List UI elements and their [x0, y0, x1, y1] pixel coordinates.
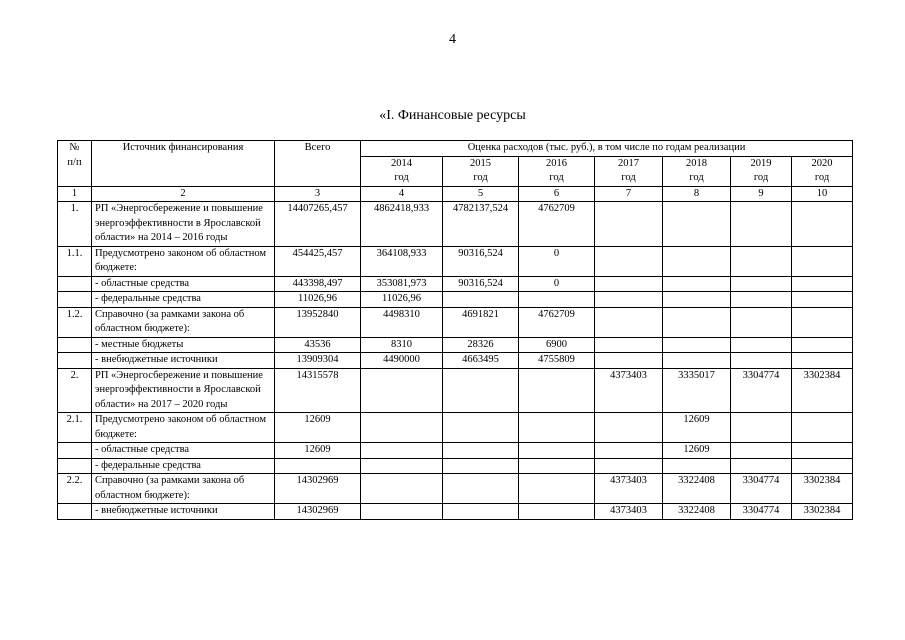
row-year-value [443, 292, 519, 308]
row-number: 1.2. [58, 307, 92, 337]
header-year-2014 [361, 156, 443, 186]
table-row [58, 276, 853, 292]
row-number [58, 292, 92, 308]
row-year-value [443, 368, 519, 413]
row-year-value [792, 246, 853, 276]
row-year-value: 4663495 [443, 353, 519, 369]
row-total: 13952840 [275, 307, 361, 337]
row-source: - федеральные средства [92, 292, 275, 308]
header-year-2016 [519, 156, 595, 186]
row-year-value [792, 307, 853, 337]
row-total: 443398,497 [275, 276, 361, 292]
row-year-value: 0 [519, 246, 595, 276]
row-number: 2.1. [58, 413, 92, 443]
row-total: 14315578 [275, 368, 361, 413]
row-year-value: 3304774 [731, 474, 792, 504]
row-number [58, 337, 92, 353]
column-index-cell: 5 [443, 186, 519, 202]
row-year-value: 4490000 [361, 353, 443, 369]
table-row [58, 368, 853, 413]
table-row [58, 458, 853, 474]
row-year-value [792, 413, 853, 443]
row-year-value [792, 458, 853, 474]
row-year-value: 3322408 [663, 474, 731, 504]
row-total: 13909304 [275, 353, 361, 369]
row-year-value [361, 443, 443, 459]
column-index-cell: 6 [519, 186, 595, 202]
row-year-value [595, 337, 663, 353]
row-year-value [361, 458, 443, 474]
header-year-value: 2017 [618, 157, 639, 169]
header-year-2017 [595, 156, 663, 186]
header-year-value: 2014 [391, 157, 412, 169]
row-total: 14302969 [275, 504, 361, 520]
row-year-value: 4762709 [519, 202, 595, 247]
column-index-row [58, 186, 853, 202]
row-year-value: 4782137,524 [443, 202, 519, 247]
row-year-value: 28326 [443, 337, 519, 353]
table-row [58, 307, 853, 337]
row-year-value [731, 443, 792, 459]
row-year-value: 3302384 [792, 504, 853, 520]
row-year-value [731, 292, 792, 308]
row-year-value [595, 202, 663, 247]
row-year-value [361, 474, 443, 504]
row-year-value [361, 368, 443, 413]
row-year-value [595, 292, 663, 308]
row-year-value: 90316,524 [443, 276, 519, 292]
row-year-value: 3304774 [731, 504, 792, 520]
row-year-value: 6900 [519, 337, 595, 353]
row-year-value [731, 246, 792, 276]
row-year-value [731, 337, 792, 353]
table-row [58, 337, 853, 353]
header-year-2015 [443, 156, 519, 186]
section-title: «I. Финансовые ресурсы [379, 108, 526, 123]
row-year-value [519, 368, 595, 413]
row-total: 11026,96 [275, 292, 361, 308]
header-year-unit: год [753, 172, 769, 183]
table-row [58, 474, 853, 504]
row-year-value: 3302384 [792, 368, 853, 413]
row-year-value [792, 337, 853, 353]
row-year-value [731, 307, 792, 337]
row-year-value: 90316,524 [443, 246, 519, 276]
row-year-value [519, 413, 595, 443]
row-source: Предусмотрено законом об областном бюджете: [92, 246, 275, 276]
row-year-value [663, 337, 731, 353]
row-source: - местные бюджеты [92, 337, 275, 353]
row-year-value [443, 504, 519, 520]
row-year-value [792, 276, 853, 292]
row-source: РП «Энергосбережение и повышение энергоэффективности в Ярославской области» на 2014 – 2016 годы [92, 202, 275, 247]
row-source: РП «Энергосбережение и повышение энергоэффективности в Ярославской области» на 2017 – 2020 годы [92, 368, 275, 413]
row-number [58, 443, 92, 459]
header-row-top [58, 141, 853, 157]
header-year-value: 2019 [750, 157, 772, 169]
table-row [58, 504, 853, 520]
header-year-value: 2016 [546, 157, 567, 169]
row-year-value: 3304774 [731, 368, 792, 413]
header-year-unit: год [621, 172, 636, 183]
header-year-value: 2020 [811, 157, 833, 169]
row-year-value [663, 307, 731, 337]
row-total: 454425,457 [275, 246, 361, 276]
column-index-cell: 9 [731, 186, 792, 202]
row-total: 12609 [275, 413, 361, 443]
table-row [58, 292, 853, 308]
header-estimate: Оценка расходов (тыс. руб.), в том числе по годам реализации [361, 141, 853, 157]
row-year-value: 4373403 [595, 474, 663, 504]
page-number: 4 [449, 32, 456, 47]
row-year-value [731, 202, 792, 247]
header-year-value: 2018 [686, 157, 707, 169]
row-year-value: 353081,973 [361, 276, 443, 292]
header-year-value: 2015 [470, 157, 491, 169]
row-number [58, 353, 92, 369]
row-source: - федеральные средства [92, 458, 275, 474]
row-year-value: 4691821 [443, 307, 519, 337]
row-year-value [519, 474, 595, 504]
row-year-value [663, 276, 731, 292]
column-index-cell: 8 [663, 186, 731, 202]
row-year-value [519, 504, 595, 520]
row-number: 1. [58, 202, 92, 247]
row-year-value [595, 276, 663, 292]
row-year-value: 4373403 [595, 504, 663, 520]
row-year-value: 3302384 [792, 474, 853, 504]
row-source: - внебюджетные источники [92, 353, 275, 369]
header-year-unit: год [689, 172, 704, 183]
row-year-value [792, 443, 853, 459]
row-year-value [663, 353, 731, 369]
row-number: 1.1. [58, 246, 92, 276]
column-index-cell: 3 [275, 186, 361, 202]
row-year-value [731, 458, 792, 474]
header-year-2018 [663, 156, 731, 186]
row-year-value [519, 458, 595, 474]
row-year-value [792, 202, 853, 247]
row-year-value [731, 276, 792, 292]
row-source: - внебюджетные источники [92, 504, 275, 520]
row-year-value [443, 474, 519, 504]
row-total: 43536 [275, 337, 361, 353]
row-total: 14302969 [275, 474, 361, 504]
row-year-value: 3322408 [663, 504, 731, 520]
header-year-unit: год [814, 172, 830, 183]
header-no: № п/п [58, 141, 92, 187]
header-year-unit: год [549, 172, 564, 183]
row-year-value: 12609 [663, 443, 731, 459]
row-year-value [663, 292, 731, 308]
row-source: Справочно (за рамками закона об областном бюджете): [92, 307, 275, 337]
table-row [58, 353, 853, 369]
row-year-value [663, 458, 731, 474]
header-source: Источник финансирования [92, 141, 275, 187]
column-index-cell: 7 [595, 186, 663, 202]
table-row [58, 246, 853, 276]
table-row [58, 413, 853, 443]
row-year-value [792, 292, 853, 308]
row-year-value [663, 202, 731, 247]
row-year-value [519, 443, 595, 459]
header-year-unit: год [473, 172, 488, 183]
column-index-cell: 10 [792, 186, 853, 202]
row-source: - областные средства [92, 276, 275, 292]
row-year-value [595, 458, 663, 474]
column-index-cell: 1 [58, 186, 92, 202]
row-year-value [595, 443, 663, 459]
row-total: 14407265,457 [275, 202, 361, 247]
row-year-value: 4373403 [595, 368, 663, 413]
row-year-value: 364108,933 [361, 246, 443, 276]
row-year-value: 4862418,933 [361, 202, 443, 247]
row-year-value [663, 246, 731, 276]
row-year-value [595, 413, 663, 443]
row-year-value [595, 353, 663, 369]
header-total: Всего [275, 141, 361, 187]
row-year-value [595, 246, 663, 276]
row-year-value: 11026,96 [361, 292, 443, 308]
row-source: Справочно (за рамками закона об областном бюджете): [92, 474, 275, 504]
row-year-value [361, 413, 443, 443]
row-number [58, 458, 92, 474]
row-number [58, 504, 92, 520]
row-year-value: 0 [519, 276, 595, 292]
row-year-value [443, 458, 519, 474]
row-year-value: 8310 [361, 337, 443, 353]
table-row [58, 443, 853, 459]
header-year-unit: год [394, 172, 409, 183]
row-number: 2. [58, 368, 92, 413]
header-year-2019 [731, 156, 792, 186]
column-index-cell: 2 [92, 186, 275, 202]
row-year-value [731, 353, 792, 369]
row-number: 2.2. [58, 474, 92, 504]
header-year-2020 [792, 156, 853, 186]
row-year-value [792, 353, 853, 369]
row-year-value: 3335017 [663, 368, 731, 413]
row-year-value [519, 292, 595, 308]
row-year-value [443, 413, 519, 443]
row-total [275, 458, 361, 474]
row-year-value: 4755809 [519, 353, 595, 369]
row-year-value: 12609 [663, 413, 731, 443]
row-year-value [361, 504, 443, 520]
row-source: - областные средства [92, 443, 275, 459]
table-row [58, 202, 853, 247]
row-year-value: 4498310 [361, 307, 443, 337]
row-year-value [595, 307, 663, 337]
row-year-value [443, 443, 519, 459]
column-index-cell: 4 [361, 186, 443, 202]
financial-resources-table [57, 140, 853, 520]
row-number [58, 276, 92, 292]
row-total: 12609 [275, 443, 361, 459]
row-year-value: 4762709 [519, 307, 595, 337]
row-year-value [731, 413, 792, 443]
row-source: Предусмотрено законом об областном бюджете: [92, 413, 275, 443]
